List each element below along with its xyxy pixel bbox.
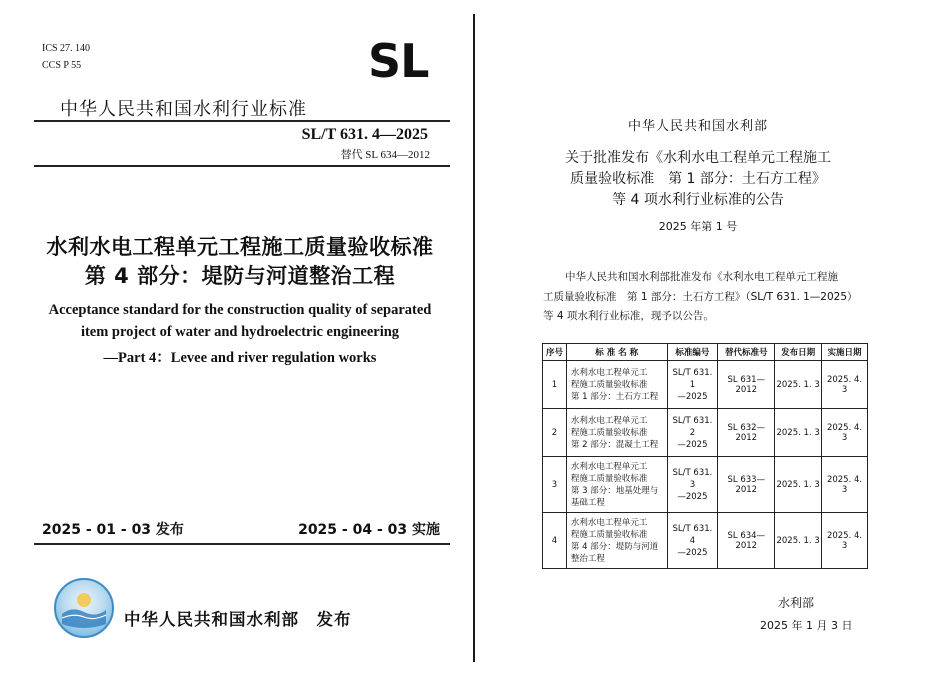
announcement-title-line2: 质量验收标准 第 1 部分：土石方工程》: [570, 171, 826, 187]
row-name-line: 水利水电工程单元工: [570, 367, 648, 378]
standard-cover: [0, 0, 470, 674]
document-number: 2025 年第 1 号: [658, 220, 738, 233]
row-code-line: SL/T 631. 2: [672, 415, 713, 438]
row-name-line: 水利水电工程单元工: [570, 517, 648, 528]
table-row: [543, 457, 868, 513]
standard-code: SL/T 631. 4—2025: [301, 126, 428, 143]
header-rule: [34, 120, 450, 122]
industry-standard-label: 中华人民共和国水利行业标准: [60, 99, 307, 120]
title-cn-line1: 水利水电工程单元工程施工质量验收标准: [46, 235, 434, 259]
row-no: 4: [543, 513, 567, 569]
title-cn-line2: 第 4 部分：堤防与河道整治工程: [84, 264, 396, 288]
header-no: 序号: [543, 344, 567, 361]
body-line3: 等 4 项水利行业标准，现予以公告。: [543, 310, 714, 322]
header-name: 标 准 名 称: [566, 344, 667, 361]
row-code-line: —2025: [677, 439, 708, 450]
row-no: 2: [543, 409, 567, 457]
row-name-line: 程施工质量验收标准: [570, 529, 648, 540]
title-en-line1: Acceptance standard for the construction quality of separated: [48, 302, 432, 318]
ministry-seal-icon: [54, 578, 114, 638]
row-name: [566, 513, 667, 569]
row-code: [667, 457, 718, 513]
row-name: [566, 361, 667, 409]
header-issue-date: 发布日期: [775, 344, 822, 361]
ccs-code: CCS P 55: [42, 60, 82, 71]
body-line1: 中华人民共和国水利部批准发布《水利水电工程单元工程施: [565, 271, 838, 283]
row-replaces: SL 634—2012: [718, 513, 775, 569]
row-name-line: 第 4 部分：堤防与河道: [570, 541, 659, 552]
header-implement-date: 实施日期: [822, 344, 868, 361]
announcement-ministry: 中华人民共和国水利部: [627, 119, 768, 134]
row-no: 1: [543, 361, 567, 409]
header-code: 标准编号: [667, 344, 718, 361]
row-name-line: 程施工质量验收标准: [570, 427, 648, 438]
row-issue-date: 2025. 1. 3: [775, 409, 822, 457]
row-issue-date: 2025. 1. 3: [775, 457, 822, 513]
announcement-title-line3: 等 4 项水利行业标准的公告: [612, 192, 784, 208]
row-name-line: 程施工质量验收标准: [570, 379, 648, 390]
row-code-line: SL/T 631. 4: [672, 523, 713, 546]
row-code-line: —2025: [677, 391, 708, 402]
row-name-line: 第 1 部分：土石方工程: [570, 391, 659, 402]
table-row: [543, 409, 868, 457]
row-name-line: 水利水电工程单元工: [570, 415, 648, 426]
announcement-title-line1: 关于批准发布《水利水电工程单元工程施工: [565, 150, 831, 166]
replaced-standard: 替代 SL 634—2012: [340, 149, 430, 161]
publisher: 中华人民共和国水利部 发布: [124, 610, 352, 629]
row-replaces: SL 631—2012: [718, 361, 775, 409]
ics-code: ICS 27. 140: [42, 43, 91, 54]
table-row: [543, 513, 868, 569]
row-name-line: 水利水电工程单元工: [570, 461, 648, 472]
row-name-line: 第 2 部分：混凝土工程: [570, 439, 659, 450]
standards-table: [542, 343, 868, 569]
header-replaces: 替代标准号: [718, 344, 775, 361]
row-implement-date: 2025. 4. 3: [822, 513, 868, 569]
footer-rule: [34, 543, 450, 545]
row-replaces: SL 633—2012: [718, 457, 775, 513]
row-code-line: —2025: [677, 547, 708, 558]
row-implement-date: 2025. 4. 3: [822, 361, 868, 409]
row-code: [667, 409, 718, 457]
row-name-line: 整治工程: [570, 553, 605, 564]
row-name: [566, 409, 667, 457]
signature-date: 2025 年 1 月 3 日: [760, 619, 853, 632]
row-code-line: —2025: [677, 491, 708, 502]
sl-logo: SL: [368, 34, 429, 88]
row-name-line: 第 3 部分：地基处理与: [570, 485, 659, 496]
title-en-line3: —Part 4：Levee and river regulation works: [103, 350, 377, 366]
title-en-line2: item project of water and hydroelectric engineering: [80, 324, 400, 340]
row-code-line: SL/T 631. 1: [672, 367, 713, 390]
row-name-line: 基础工程: [570, 497, 605, 508]
table-row: [543, 361, 868, 409]
row-issue-date: 2025. 1. 3: [775, 361, 822, 409]
page-divider: [473, 14, 475, 662]
table-header-row: [543, 344, 868, 361]
row-implement-date: 2025. 4. 3: [822, 409, 868, 457]
row-name: [566, 457, 667, 513]
row-no: 3: [543, 457, 567, 513]
title-rule: [34, 165, 450, 167]
implement-date: 2025 - 04 - 03 实施: [298, 522, 440, 538]
row-code: [667, 361, 718, 409]
row-code: [667, 513, 718, 569]
row-code-line: SL/T 631. 3: [672, 467, 713, 490]
issue-date: 2025 - 01 - 03 发布: [42, 522, 184, 538]
row-issue-date: 2025. 1. 3: [775, 513, 822, 569]
row-name-line: 程施工质量验收标准: [570, 473, 648, 484]
row-replaces: SL 632—2012: [718, 409, 775, 457]
signature: 水利部: [778, 596, 815, 610]
body-line2: 工质量验收标准 第 1 部分：土石方工程》（SL/T 631. 1—2025）: [543, 291, 858, 303]
row-implement-date: 2025. 4. 3: [822, 457, 868, 513]
